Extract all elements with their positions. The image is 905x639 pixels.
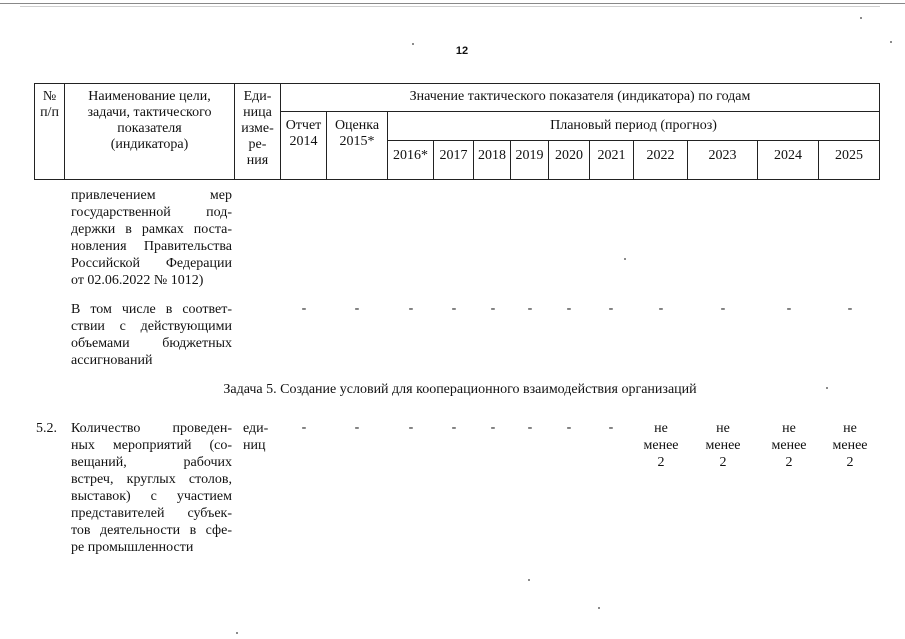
target-line: менее (705, 438, 741, 453)
scan-speck (528, 579, 530, 581)
header-year: 2017 (439, 148, 468, 163)
subrow-name (71, 301, 232, 369)
header-report-line: 2014 (289, 134, 318, 149)
header-hline-1 (280, 111, 880, 112)
value-dash: - (451, 301, 457, 316)
value-dash: - (527, 301, 533, 316)
header-report-line: Отчет (285, 118, 322, 133)
header-unit-line: Еди- (243, 89, 272, 104)
header-estimate-line: Оценка (334, 118, 380, 133)
header-estimate-cell (327, 118, 387, 150)
value-dash: - (490, 301, 496, 316)
target-value-2023 (703, 420, 743, 471)
header-name-line: показателя (117, 121, 182, 136)
header-year: 2020 (555, 148, 583, 163)
header-unit-cell (235, 89, 280, 169)
target-line: не (782, 421, 796, 436)
text-line: В том числе в соответ- (71, 302, 232, 317)
text-line: ных мероприятий (со- (71, 438, 232, 453)
header-unit-line: ре- (248, 137, 267, 152)
target-line: 2 (846, 455, 854, 470)
value-dash: - (608, 301, 614, 316)
table-header (34, 83, 880, 180)
text-line: держки в рамках поста- (71, 222, 232, 237)
text-line: выставок) с участием (71, 489, 232, 504)
header-name-cell (65, 89, 234, 153)
target-line: 2 (657, 455, 665, 470)
header-planned: Плановый период (прогноз) (550, 118, 717, 133)
value-dash: - (658, 301, 664, 316)
target-line: не (843, 421, 857, 436)
value-dash: - (301, 301, 307, 316)
row52-unit (243, 420, 268, 454)
value-dash: - (566, 420, 572, 435)
value-dash: - (847, 301, 853, 316)
target-line: не (654, 421, 668, 436)
header-report-cell (281, 118, 326, 150)
value-dash: - (720, 301, 726, 316)
value-dash: - (354, 301, 360, 316)
text-line: ре промышленности (71, 540, 194, 555)
text-line: ствии с действующими (71, 319, 232, 334)
header-year: 2019 (515, 148, 544, 163)
header-estimate-line: 2015* (339, 134, 375, 149)
text-line: Российской Федерации (71, 256, 232, 271)
value-dash: - (451, 420, 457, 435)
unit-line: еди- (243, 421, 269, 436)
unit-line: ниц (243, 438, 266, 453)
header-year: 2024 (774, 148, 802, 163)
header-year: 2023 (708, 148, 737, 163)
target-value-2024 (769, 420, 809, 471)
value-dash: - (301, 420, 307, 435)
text-line: встреч, круглых столов, (71, 472, 232, 487)
scan-top-edge (0, 3, 905, 4)
header-name-line: (индикатора) (110, 137, 189, 152)
header-border-bottom (34, 179, 880, 180)
value-dash: - (408, 420, 414, 435)
header-year: 2018 (478, 148, 506, 163)
scan-speck (624, 258, 626, 260)
target-line: не (716, 421, 730, 436)
target-line: 2 (719, 455, 727, 470)
target-line: менее (771, 438, 807, 453)
header-unit-line: изме- (241, 121, 274, 136)
scan-speck (890, 41, 892, 43)
header-year: 2022 (646, 148, 675, 163)
header-year: 2025 (835, 148, 863, 163)
text-line: представителей субъек- (71, 506, 232, 521)
text-line: объемами бюджетных (71, 336, 232, 351)
value-dash: - (408, 301, 414, 316)
text-line: привлечением мер (71, 188, 232, 203)
text-line: вещаний, рабочих (71, 455, 232, 470)
scan-speck (826, 387, 828, 389)
text-line: ассигнований (71, 353, 153, 368)
scan-speck (236, 632, 238, 634)
target-value-2022 (641, 420, 681, 471)
header-year: 2021 (597, 148, 626, 163)
target-value-2025 (830, 420, 870, 471)
header-name-line: задачи, тактического (87, 105, 212, 120)
value-dash: - (608, 420, 614, 435)
text-line: Количество проведен- (71, 421, 232, 436)
text-line: новления Правительства (71, 239, 232, 254)
target-line: менее (832, 438, 868, 453)
row-number: 5.2. (36, 421, 57, 436)
header-value-title: Значение тактического показателя (индикатора) по годам (409, 89, 751, 104)
page-number: 12 (455, 45, 469, 57)
scan-speck (412, 43, 414, 45)
header-border-top (34, 83, 880, 84)
scan-speck (860, 17, 862, 19)
header-num2: п/п (40, 105, 59, 120)
target-line: 2 (785, 455, 793, 470)
value-dash: - (566, 301, 572, 316)
text-line: государственной под- (71, 205, 232, 220)
scan-top-edge-faint (20, 6, 880, 7)
continued-indicator-text (71, 187, 232, 289)
header-name-line: Наименование цели, (88, 89, 211, 104)
header-unit-line: ния (246, 153, 269, 168)
target-line: менее (643, 438, 679, 453)
header-num-cell (35, 89, 64, 121)
text-line: тов деятельности в сфе- (71, 523, 232, 538)
header-num: № (42, 89, 57, 104)
value-dash: - (354, 420, 360, 435)
value-dash: - (786, 301, 792, 316)
header-unit-line: ница (243, 105, 272, 120)
header-border-right (879, 83, 880, 180)
text-line: от 02.06.2022 № 1012) (71, 273, 204, 288)
task-heading: Задача 5. Создание условий для кооперационного взаимодействия организаций (223, 382, 697, 397)
value-dash: - (527, 420, 533, 435)
row52-name (71, 420, 232, 556)
value-dash: - (490, 420, 496, 435)
scan-speck (598, 607, 600, 609)
header-year: 2016* (393, 148, 428, 163)
